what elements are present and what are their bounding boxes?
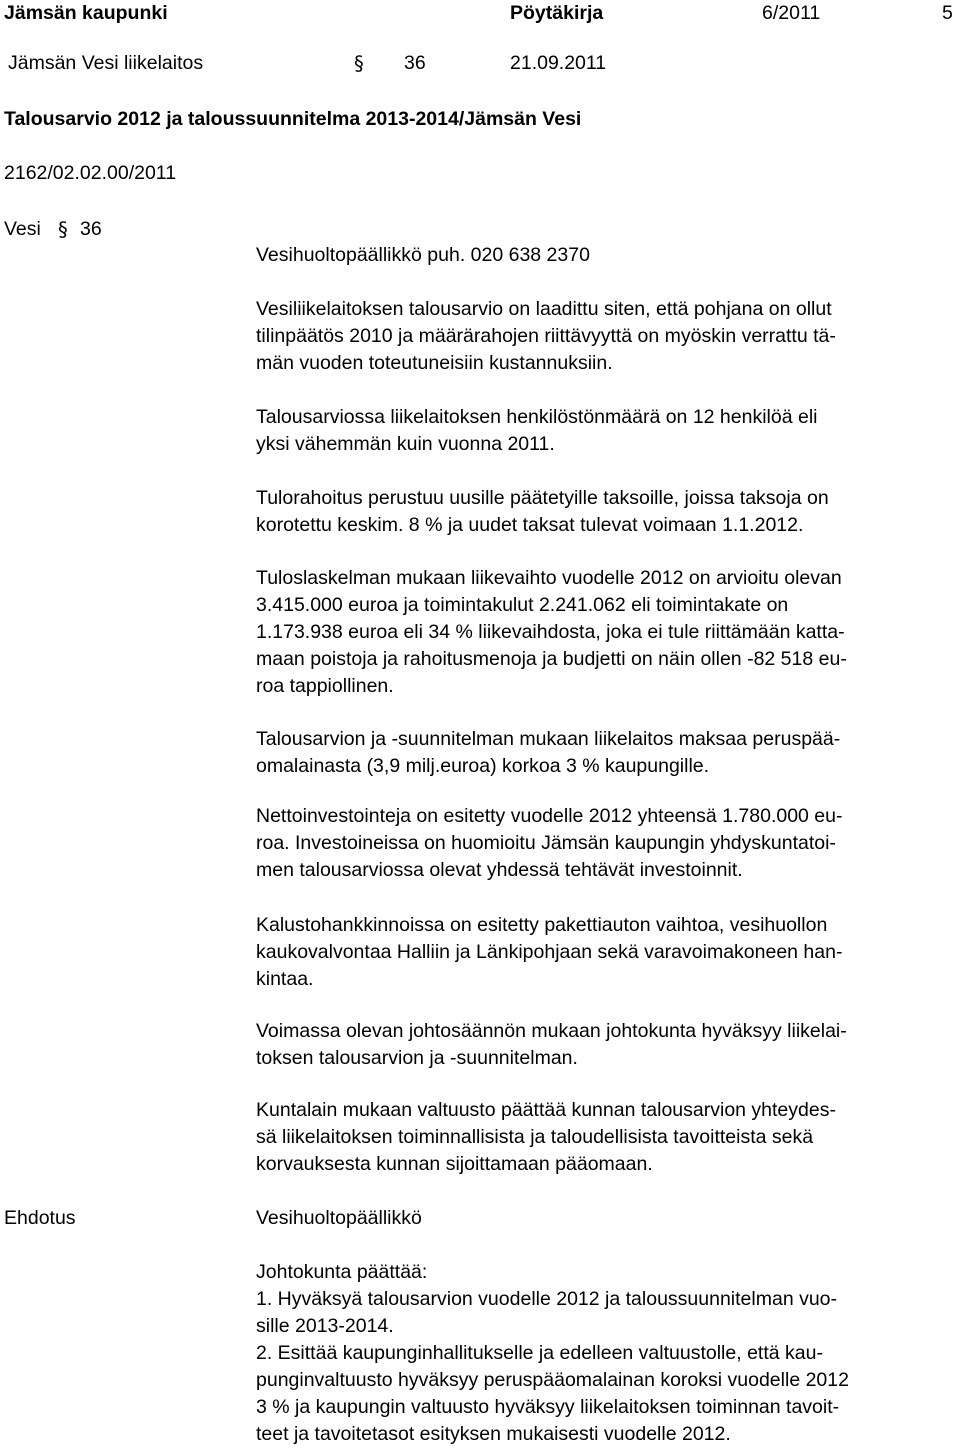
text-line: Vesihuoltopäällikkö xyxy=(256,1207,422,1229)
paragraph-budget-basis xyxy=(256,296,956,377)
text-line: sä liikelaitoksen toiminnallisista ja taloudellisista tavoitteista sekä xyxy=(256,1126,814,1148)
document-number: 6/2011 xyxy=(762,2,821,24)
text-line: teet ja tavoitetasot esityksen mukaisesti vuodelle 2012. xyxy=(256,1423,731,1445)
paragraph-revenue-funding xyxy=(256,485,956,539)
text-line: Talousarvion ja -suunnitelman mukaan liikelaitos maksaa peruspää- xyxy=(256,728,841,750)
section-number: 36 xyxy=(404,52,426,74)
paragraph-municipal-law xyxy=(256,1097,956,1178)
text-line: maan poistoja ja rahoitusmenoja ja budjetti on näin ollen -82 518 eu- xyxy=(256,648,847,670)
paragraph-staff xyxy=(256,404,956,458)
text-line: kaukovalvontaa Halliin ja Länkipohjaan sekä varavoimakoneen han- xyxy=(256,941,843,963)
document-type: Pöytäkirja xyxy=(510,2,604,24)
text-line: men talousarviossa olevat yhdessä tehtävät investoinnit. xyxy=(256,859,743,881)
text-line: 3.415.000 euroa ja toimintakulut 2.241.062 eli toimintakate on xyxy=(256,594,789,616)
text-line: korvauksesta kunnan sijoittamaan pääomaan. xyxy=(256,1153,653,1175)
paragraph-investments xyxy=(256,803,956,884)
paragraph-income-statement xyxy=(256,565,956,700)
text-line: Nettoinvestointeja on esitetty vuodelle 2012 yhteensä 1.780.000 eu- xyxy=(256,805,843,827)
proposal-label: Ehdotus xyxy=(4,1207,76,1229)
text-line: 1.173.938 euroa eli 34 % liikevaihdosta, joka ei tule riittämään katta- xyxy=(256,621,845,643)
text-line: kintaa. xyxy=(256,968,314,990)
paragraph-equipment xyxy=(256,912,956,993)
text-line: sille 2013-2014. xyxy=(256,1315,394,1337)
text-line: korotettu keskim. 8 % ja uudet taksat tulevat voimaan 1.1.2012. xyxy=(256,514,804,536)
text-line: 1. Hyväksyä talousarvion vuodelle 2012 ja taloussuunnitelman vuo- xyxy=(256,1288,838,1310)
paragraph-loan-interest xyxy=(256,726,956,780)
body-name: Jämsän Vesi liikelaitos xyxy=(8,52,204,74)
text-line: roa. Investoineissa on huomioitu Jämsän kaupungin yhdyskuntatoi- xyxy=(256,832,836,854)
text-line: Voimassa olevan johtosäännön mukaan johtokunta hyväksyy liikelai- xyxy=(256,1020,847,1042)
text-line: punginvaltuusto hyväksyy peruspääomalainan koroksi vuodelle 2012 xyxy=(256,1369,849,1391)
text-line: Tulorahoitus perustuu uusille päätetyille taksoille, joissa taksoja on xyxy=(256,487,829,509)
section-symbol: § xyxy=(354,52,364,75)
text-line: 2. Esittää kaupunginhallitukselle ja edelleen valtuustolle, että kau- xyxy=(256,1342,823,1364)
paragraph-contact xyxy=(256,242,956,269)
text-line: Tuloslaskelman mukaan liikevaihto vuodelle 2012 on arvioitu olevan xyxy=(256,567,842,589)
document-title: Talousarvio 2012 ja taloussuunnitelma 2013-2014/Jämsän Vesi xyxy=(4,108,582,130)
page-number: 5 xyxy=(942,2,953,24)
text-line: roa tappiollinen. xyxy=(256,675,394,697)
text-line: Vesihuoltopäällikkö puh. 020 638 2370 xyxy=(256,244,590,266)
text-line: Kuntalain mukaan valtuusto päättää kunnan talousarvion yhteydes- xyxy=(256,1099,836,1121)
text-line: tilinpäätös 2010 ja määrärahojen riittävyyttä on myöskin verrattu tä- xyxy=(256,325,836,347)
text-line: 3 % ja kaupungin valtuusto hyväksyy liikelaitoksen toiminnan tavoit- xyxy=(256,1396,840,1418)
meeting-date: 21.09.2011 xyxy=(510,52,607,74)
text-line: Talousarviossa liikelaitoksen henkilöstönmäärä on 12 henkilöä eli xyxy=(256,406,818,428)
text-line: yksi vähemmän kuin vuonna 2011. xyxy=(256,433,555,455)
section-ref-label: Vesi xyxy=(4,218,41,240)
proposal-decision xyxy=(256,1259,956,1448)
municipality-name: Jämsän kaupunki xyxy=(4,2,168,24)
section-ref-symbol: § xyxy=(58,218,68,241)
section-ref-number: 36 xyxy=(80,218,102,240)
text-line: män vuoden toteutuneisiin kustannuksiin. xyxy=(256,352,613,374)
text-line: Kalustohankkinnoissa on esitetty pakettiauton vaihtoa, vesihuollon xyxy=(256,914,828,936)
reference-number: 2162/02.02.00/2011 xyxy=(4,162,177,184)
text-line: toksen talousarvion ja -suunnitelman. xyxy=(256,1047,578,1069)
proposal-author xyxy=(256,1205,956,1232)
paragraph-bylaws xyxy=(256,1018,956,1072)
text-line: Vesiliikelaitoksen talousarvio on laadittu siten, että pohjana on ollut xyxy=(256,298,832,320)
decision-intro: Johtokunta päättää: xyxy=(256,1261,428,1283)
text-line: omalainasta (3,9 milj.euroa) korkoa 3 % kaupungille. xyxy=(256,755,710,777)
